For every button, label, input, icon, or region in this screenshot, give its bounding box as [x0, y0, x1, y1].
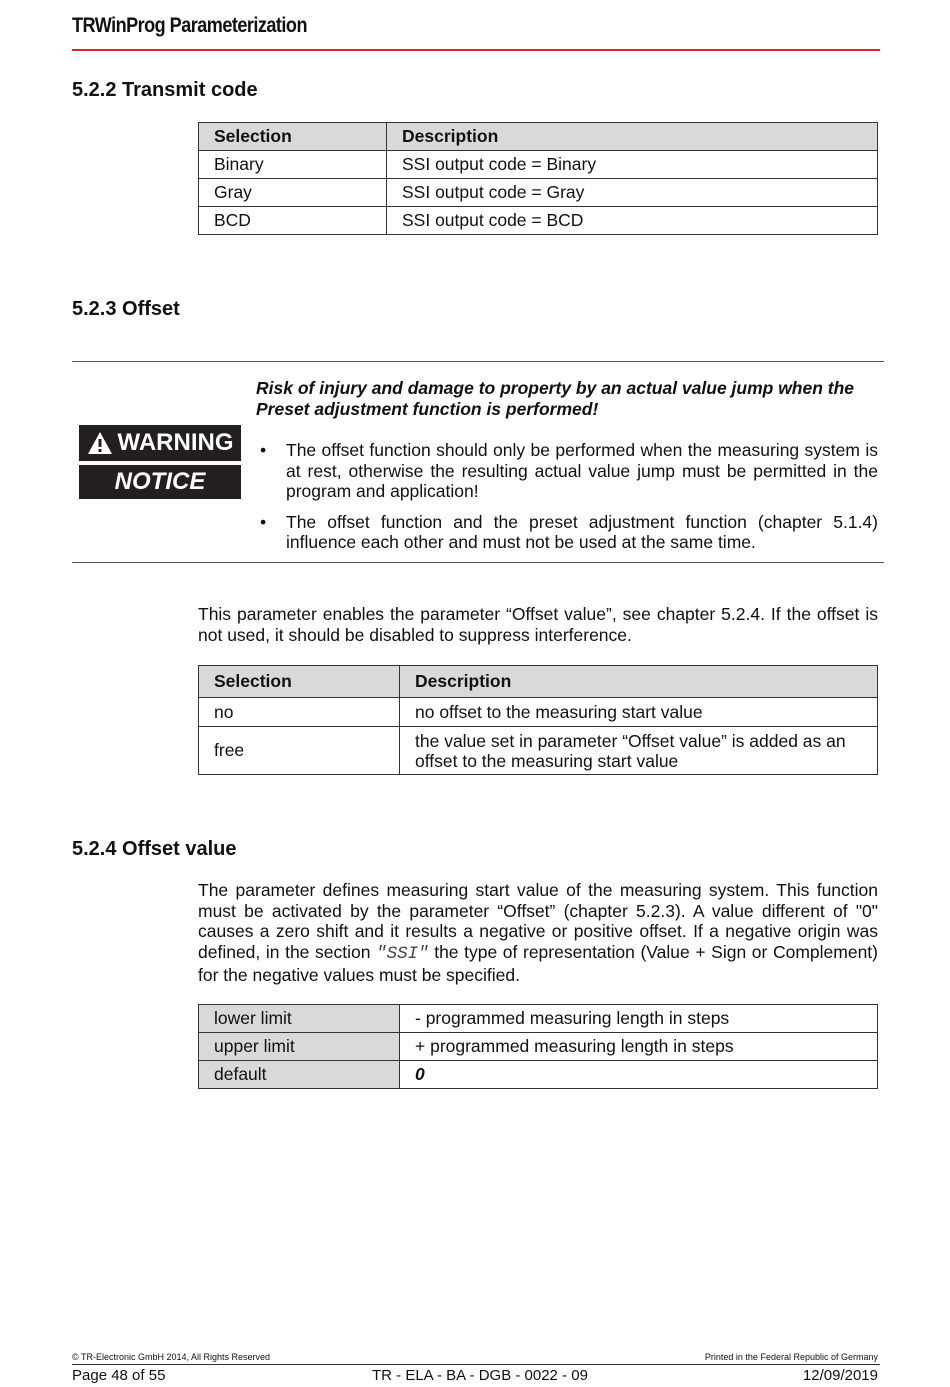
- section-heading-offset-value: 5.2.4 Offset value: [72, 838, 237, 860]
- warning-badge: [79, 425, 241, 461]
- table-header-cell: Description: [387, 123, 878, 151]
- warning-top-rule: [72, 361, 884, 362]
- table-header-row: [199, 123, 878, 151]
- warning-bottom-rule: [72, 562, 884, 563]
- footer-copyright: © TR-Electronic GmbH 2014, All Rights Reserved: [72, 1352, 271, 1362]
- footer-date: 12/09/2019: [802, 1367, 878, 1384]
- notice-badge: [79, 465, 241, 499]
- page-header-title: TRWinProg Parameterization: [72, 14, 307, 37]
- list-item: [256, 512, 878, 553]
- warning-badge-label: WARNING: [117, 429, 234, 456]
- table-cell: SSI output code = Binary: [387, 151, 878, 179]
- table-cell: Binary: [199, 151, 387, 179]
- bullet-icon: •: [260, 511, 267, 532]
- table-cell: free: [199, 727, 400, 775]
- table-row: [199, 727, 878, 775]
- table-cell: BCD: [199, 207, 387, 235]
- table-row: [199, 1005, 878, 1033]
- table-cell: SSI output code = Gray: [387, 179, 878, 207]
- table-cell: lower limit: [199, 1005, 400, 1033]
- table-header-row: [199, 666, 878, 698]
- section-heading-offset: 5.2.3 Offset: [72, 298, 180, 320]
- bullet-icon: •: [260, 440, 267, 460]
- table-header-cell: Description: [400, 666, 878, 698]
- table-row: [199, 151, 878, 179]
- warning-triangle-icon: [87, 431, 113, 455]
- table-row: [199, 1061, 878, 1089]
- code-reference: "SSI": [376, 944, 429, 965]
- footer-printed: Printed in the Federal Republic of Germany: [704, 1352, 878, 1362]
- list-item: [256, 440, 878, 502]
- table-row: [199, 207, 878, 235]
- warning-bullet-list: [256, 440, 878, 563]
- paragraph-text: The parameter defines measuring start value of the measuring system. This function must be activated by the parameter “Offset” (chapter 5.2.3). A value different of "0" causes a zero shift and it results a negative or positive offset. If a negative origin was defined, in the section: [198, 880, 878, 963]
- table-cell: Gray: [199, 179, 387, 207]
- warning-title: Risk of injury and damage to property by an actual value jump when the Preset adjustment function is performed!: [256, 378, 855, 419]
- footer-document-id: TR - ELA - BA - DGB - 0022 - 09: [372, 1367, 588, 1384]
- list-item-text: The offset function should only be performed when the measuring system is at rest, otherwise the resulting actual value jump must be permitted in the program and application!: [286, 440, 878, 501]
- table-cell: default: [199, 1061, 400, 1089]
- table-row: [199, 179, 878, 207]
- paragraph-text: the type of representation (Value + Sign or Complement) for the negative values must be specified.: [198, 942, 878, 985]
- header-rule: [72, 49, 880, 51]
- footer-page-number: Page 48 of 55: [72, 1367, 166, 1384]
- table-cell: no: [199, 698, 400, 727]
- transmit-code-table: [198, 122, 878, 235]
- offset-value-paragraph: [198, 880, 878, 986]
- table-cell: - programmed measuring length in steps: [400, 1005, 878, 1033]
- table-row: [199, 1033, 878, 1061]
- footer-rule: [72, 1364, 880, 1365]
- table-cell: + programmed measuring length in steps: [400, 1033, 878, 1061]
- table-cell: 0: [400, 1061, 878, 1089]
- offset-value-table: [198, 1004, 878, 1089]
- notice-badge-label: NOTICE: [114, 468, 206, 495]
- table-cell: SSI output code = BCD: [387, 207, 878, 235]
- table-row: [199, 698, 878, 727]
- offset-table: [198, 665, 878, 775]
- table-header-cell: Selection: [199, 666, 400, 698]
- offset-paragraph: This parameter enables the parameter “Offset value”, see chapter 5.2.4. If the offset is not used, it should be disabled to suppress interference.: [198, 604, 878, 645]
- table-cell: no offset to the measuring start value: [400, 698, 878, 727]
- table-header-cell: Selection: [199, 123, 387, 151]
- section-heading-transmit-code: 5.2.2 Transmit code: [72, 79, 258, 101]
- table-cell: the value set in parameter “Offset value” is added as an offset to the measuring start value: [400, 727, 878, 775]
- table-cell: upper limit: [199, 1033, 400, 1061]
- list-item-text: The offset function and the preset adjustment function (chapter 5.1.4) influence each other and must not be used at the same time.: [286, 511, 878, 552]
